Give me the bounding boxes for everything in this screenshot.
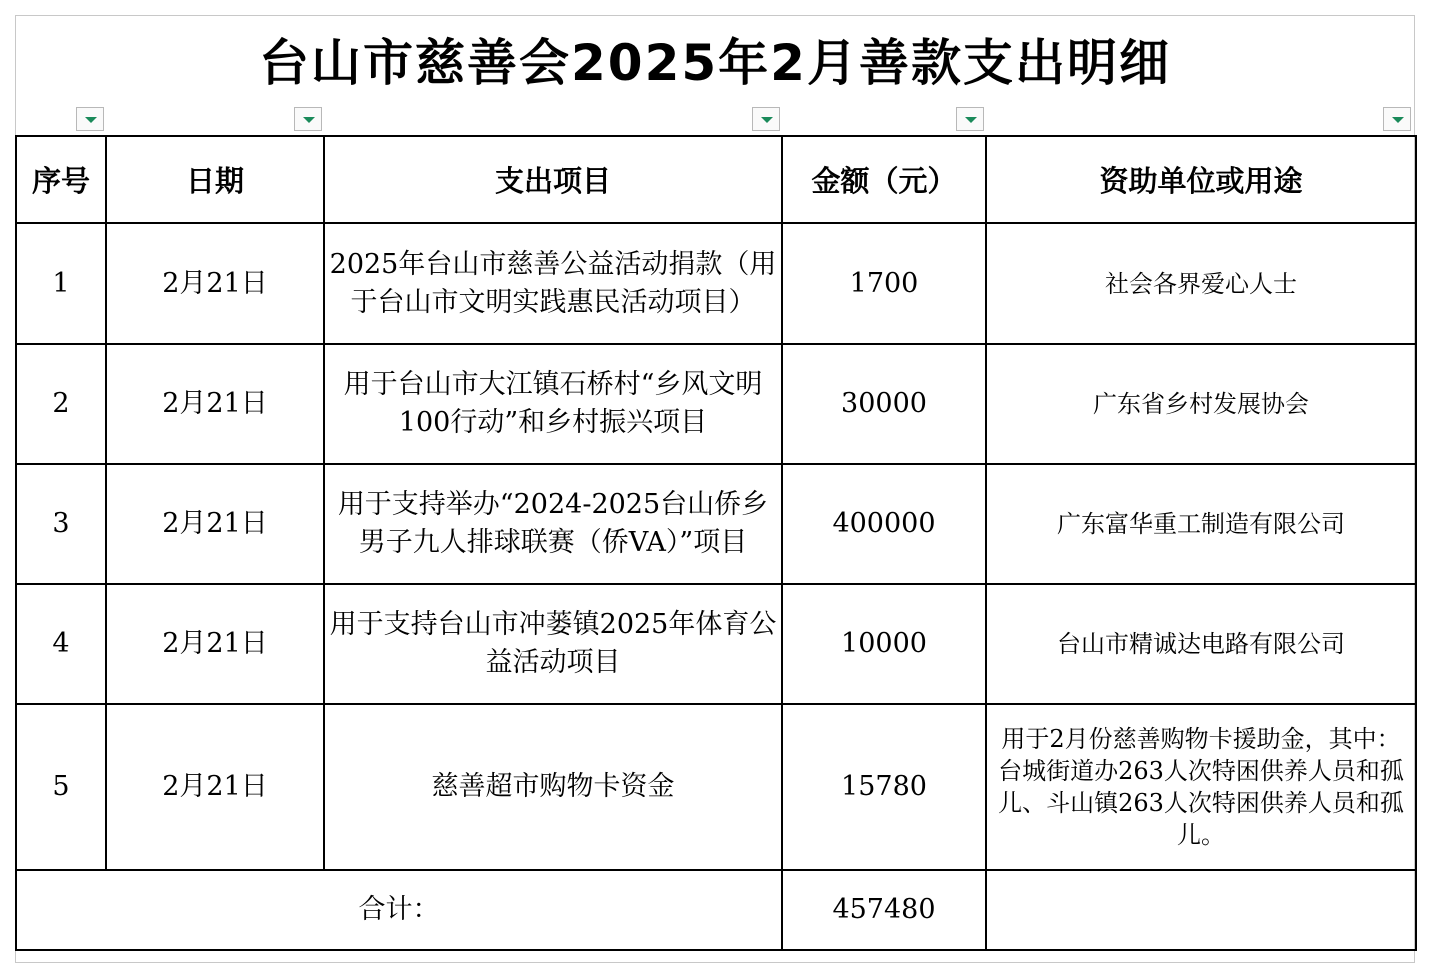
cell-date[interactable]: 2月21日 [106, 344, 324, 464]
cell-seq[interactable]: 3 [16, 464, 106, 584]
total-label[interactable]: 合计： [16, 870, 782, 950]
cell-seq[interactable]: 2 [16, 344, 106, 464]
page-title: 台山市慈善会2025年2月善款支出明细 [259, 34, 1171, 92]
table-row [16, 464, 1416, 584]
cell-amount[interactable]: 10000 [782, 584, 986, 704]
cell-date[interactable]: 2月21日 [106, 704, 324, 870]
filter-dropdown-icon-date[interactable] [294, 107, 322, 131]
cell-date[interactable]: 2月21日 [106, 223, 324, 344]
cell-amount[interactable]: 15780 [782, 704, 986, 870]
filter-dropdown-icon-amount[interactable] [956, 107, 984, 131]
cell-item[interactable]: 用于台山市大江镇石桥村“乡风文明100行动”和乡村振兴项目 [324, 344, 782, 464]
cell-amount[interactable]: 400000 [782, 464, 986, 584]
cell-amount[interactable]: 1700 [782, 223, 986, 344]
table-row [16, 344, 1416, 464]
filter-dropdown-icon-seq[interactable] [76, 107, 104, 131]
table-row [16, 704, 1416, 870]
expenditure-table [15, 135, 1417, 951]
cell-seq[interactable]: 1 [16, 223, 106, 344]
cell-amount[interactable]: 30000 [782, 344, 986, 464]
cell-use[interactable]: 用于2月份慈善购物卡援助金，其中：台城街道办263人次特困供养人员和孤儿、斗山镇263人次特困供养人员和孤儿。 [986, 704, 1416, 870]
filter-dropdown-icon-item[interactable] [752, 107, 780, 131]
cell-item[interactable]: 2025年台山市慈善公益活动捐款（用于台山市文明实践惠民活动项目） [324, 223, 782, 344]
cell-date[interactable]: 2月21日 [106, 584, 324, 704]
cell-use[interactable]: 台山市精诚达电路有限公司 [986, 584, 1416, 704]
table-row [16, 584, 1416, 704]
cell-use[interactable]: 广东富华重工制造有限公司 [986, 464, 1416, 584]
header-item[interactable]: 支出项目 [324, 136, 782, 223]
total-amount[interactable]: 457480 [782, 870, 986, 950]
cell-use[interactable]: 社会各界爱心人士 [986, 223, 1416, 344]
total-row [16, 870, 1416, 950]
header-row [16, 136, 1416, 223]
header-amount[interactable]: 金额（元） [782, 136, 986, 223]
cell-item[interactable]: 用于支持举办“2024-2025台山侨乡男子九人排球联赛（侨VA）”项目 [324, 464, 782, 584]
header-use[interactable]: 资助单位或用途 [986, 136, 1416, 223]
cell-item[interactable]: 用于支持台山市冲蒌镇2025年体育公益活动项目 [324, 584, 782, 704]
cell-use[interactable]: 广东省乡村发展协会 [986, 344, 1416, 464]
cell-item[interactable]: 慈善超市购物卡资金 [324, 704, 782, 870]
cell-date[interactable]: 2月21日 [106, 464, 324, 584]
total-use[interactable] [986, 870, 1416, 950]
header-date[interactable]: 日期 [106, 136, 324, 223]
header-seq[interactable]: 序号 [16, 136, 106, 223]
table-row [16, 223, 1416, 344]
cell-seq[interactable]: 4 [16, 584, 106, 704]
filter-dropdown-icon-use[interactable] [1383, 107, 1411, 131]
cell-seq[interactable]: 5 [16, 704, 106, 870]
